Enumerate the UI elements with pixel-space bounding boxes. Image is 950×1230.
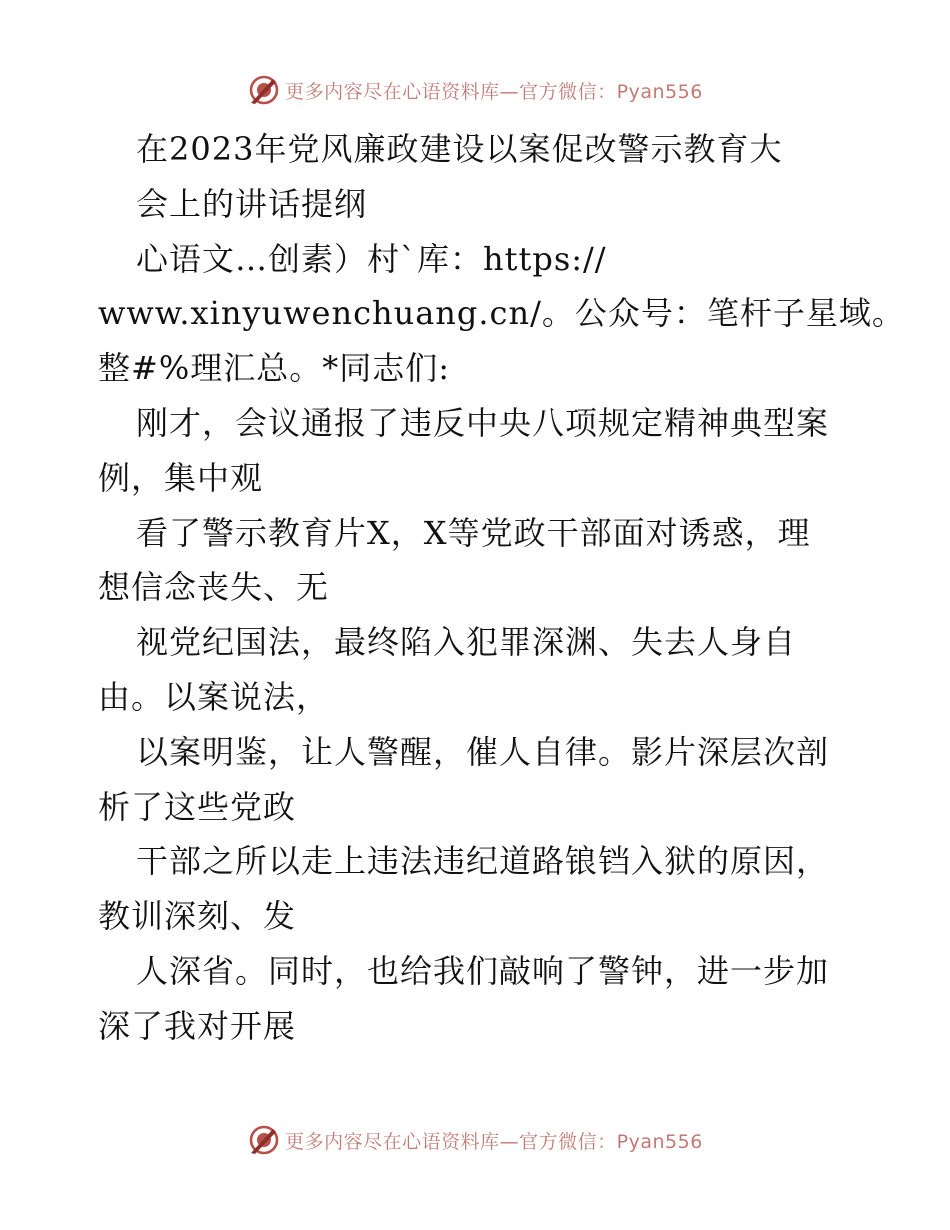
body-line: 人深省。同时，也给我们敲响了警钟，进一步加 bbox=[136, 951, 830, 990]
body-line: 整#%理汇总。*同志们: bbox=[98, 349, 451, 388]
body-line: 想信念丧失、无 bbox=[98, 568, 330, 607]
body-line: 在2023年党风廉政建设以案促改警示教育大 bbox=[136, 130, 783, 168]
quill-logo-icon bbox=[247, 1123, 281, 1157]
body-line: 会上的讲话提纲 bbox=[136, 184, 368, 223]
body-line: 心语文…创素）村`库：https:// bbox=[136, 239, 607, 278]
body-line: 例，集中观 bbox=[98, 458, 264, 497]
body-line: 由。以案说法， bbox=[98, 677, 330, 716]
body-line: 刚才，会议通报了违反中央八项规定精神典型案 bbox=[136, 403, 830, 442]
header-banner-text: 更多内容尽在心语资料库—官方微信：Pyan556 bbox=[285, 80, 703, 103]
body-line: 深了我对开展 bbox=[98, 1006, 297, 1045]
quill-logo-icon bbox=[247, 73, 281, 107]
body-line: 析了这些党政 bbox=[98, 787, 297, 826]
document-body bbox=[98, 122, 905, 1054]
footer-banner-text: 更多内容尽在心语资料库—官方微信：Pyan556 bbox=[285, 1130, 703, 1153]
body-line: 教训深刻、发 bbox=[98, 897, 297, 936]
body-line: www.xinyuwenchuang.cn/。公众号：笔杆子星域。 bbox=[98, 294, 905, 333]
body-line: 以案明鉴，让人警醒，催人自律。影片深层次剖 bbox=[136, 732, 830, 771]
footer-banner bbox=[0, 1120, 950, 1160]
header-banner bbox=[0, 70, 950, 110]
body-line: 视党纪国法，最终陷入犯罪深渊、失去人身自 bbox=[136, 623, 797, 662]
body-line: 看了警示教育片X，X等党政干部面对诱惑，理 bbox=[136, 513, 811, 552]
body-line: 干部之所以走上违法违纪道路锒铛入狱的原因， bbox=[136, 842, 830, 881]
